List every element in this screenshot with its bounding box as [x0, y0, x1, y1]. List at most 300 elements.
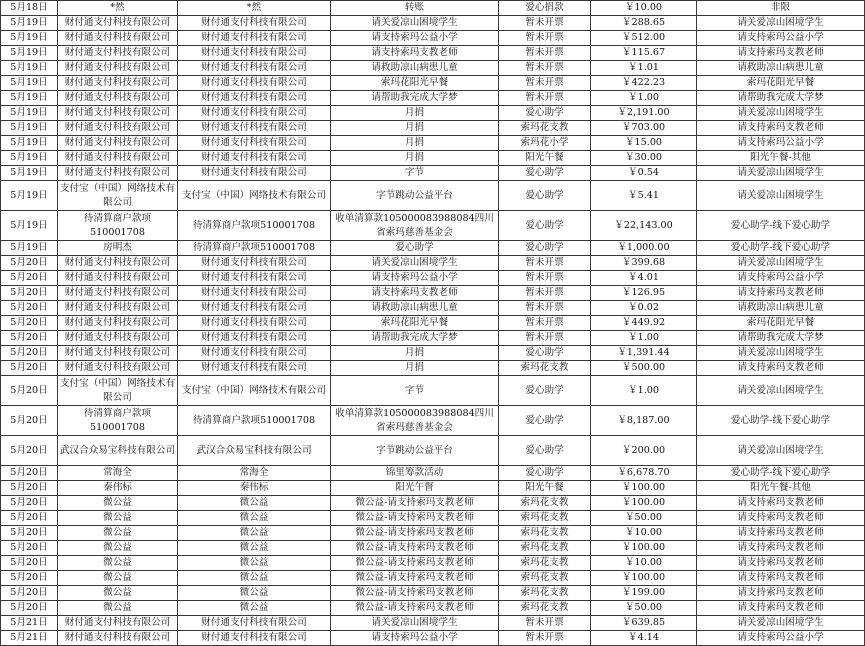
cell-account: 财付通支付科技有限公司 — [178, 16, 331, 31]
cell-payer: 财付通支付科技有限公司 — [58, 16, 178, 31]
cell-account: 财付通支付科技有限公司 — [178, 256, 331, 271]
cell-category: 爱心助学 — [499, 106, 591, 121]
cell-account: 微公益 — [178, 586, 331, 601]
cell-category: 暂未开票 — [499, 46, 591, 61]
cell-payer: 财付通支付科技有限公司 — [58, 151, 178, 166]
cell-amount: ￥50.00 — [591, 601, 697, 616]
cell-date: 5月20日 — [1, 406, 58, 436]
cell-category: 阳光午餐 — [499, 481, 591, 496]
cell-category: 暂未开票 — [499, 271, 591, 286]
cell-memo: 微公益-请支持索玛支教老师 — [331, 601, 499, 616]
cell-date: 5月19日 — [1, 241, 58, 256]
cell-memo: 爱心助学 — [331, 241, 499, 256]
table-row — [1, 511, 865, 526]
cell-restriction: 请关爱凉山困境学生 — [697, 346, 865, 361]
cell-amount: ￥22,143.00 — [591, 211, 697, 241]
cell-account: 待清算商户款项510001708 — [178, 211, 331, 241]
table-row — [1, 631, 865, 646]
cell-payer: 财付通支付科技有限公司 — [58, 271, 178, 286]
cell-amount: ￥1,000.00 — [591, 241, 697, 256]
table-row — [1, 76, 865, 91]
header-payer: *然 — [58, 1, 178, 16]
cell-restriction: 请支持索玛支教老师 — [697, 556, 865, 571]
cell-memo: 请关爱凉山困境学生 — [331, 256, 499, 271]
cell-date: 5月19日 — [1, 106, 58, 121]
cell-date: 5月19日 — [1, 61, 58, 76]
cell-account: 微公益 — [178, 496, 331, 511]
table-row — [1, 376, 865, 406]
cell-category: 爱心助学 — [499, 181, 591, 211]
cell-payer: 财付通支付科技有限公司 — [58, 616, 178, 631]
cell-amount: ￥639.85 — [591, 616, 697, 631]
cell-account: 财付通支付科技有限公司 — [178, 61, 331, 76]
cell-account: 微公益 — [178, 541, 331, 556]
cell-amount: ￥1.01 — [591, 61, 697, 76]
table-row — [1, 271, 865, 286]
cell-amount: ￥4.01 — [591, 271, 697, 286]
cell-memo: 月捐 — [331, 121, 499, 136]
cell-amount: ￥100.00 — [591, 571, 697, 586]
cell-category: 索玛花支教 — [499, 601, 591, 616]
cell-date: 5月20日 — [1, 376, 58, 406]
table-row — [1, 316, 865, 331]
cell-amount: ￥1.00 — [591, 331, 697, 346]
cell-restriction: 请支持索玛公益小学 — [697, 136, 865, 151]
cell-memo: 月捐 — [331, 361, 499, 376]
cell-restriction: 请支持索玛公益小学 — [697, 31, 865, 46]
cell-date: 5月20日 — [1, 541, 58, 556]
cell-restriction: 请关爱凉山困境学生 — [697, 16, 865, 31]
cell-category: 索玛花支教 — [499, 571, 591, 586]
cell-payer: 微公益 — [58, 496, 178, 511]
cell-restriction: 爱心助学-线下爱心助学 — [697, 211, 865, 241]
cell-memo: 微公益-请支持索玛支教老师 — [331, 571, 499, 586]
cell-amount: ￥5.41 — [591, 181, 697, 211]
cell-date: 5月20日 — [1, 601, 58, 616]
cell-account: 财付通支付科技有限公司 — [178, 106, 331, 121]
cell-date: 5月20日 — [1, 466, 58, 481]
cell-amount: ￥199.00 — [591, 586, 697, 601]
cell-category: 爱心助学 — [499, 436, 591, 466]
cell-account: 秦伟标 — [178, 481, 331, 496]
cell-amount: ￥100.00 — [591, 481, 697, 496]
cell-category: 暂未开票 — [499, 301, 591, 316]
header-restriction: 非限 — [697, 1, 865, 16]
cell-restriction: 索玛花阳光早餐 — [697, 76, 865, 91]
cell-category: 阳光午餐 — [499, 151, 591, 166]
table-row — [1, 331, 865, 346]
cell-payer: 财付通支付科技有限公司 — [58, 256, 178, 271]
table-row — [1, 481, 865, 496]
cell-restriction: 请关爱凉山困境学生 — [697, 376, 865, 406]
cell-restriction: 阳光午餐-其他 — [697, 481, 865, 496]
cell-amount: ￥50.00 — [591, 511, 697, 526]
cell-category: 索玛花支教 — [499, 361, 591, 376]
cell-memo: 请帮助我完成大学梦 — [331, 331, 499, 346]
cell-date: 5月20日 — [1, 436, 58, 466]
cell-payer: 财付通支付科技有限公司 — [58, 121, 178, 136]
cell-category: 爱心助学 — [499, 211, 591, 241]
cell-memo: 微公益-请支持索玛支教老师 — [331, 496, 499, 511]
cell-date: 5月20日 — [1, 331, 58, 346]
cell-account: 武汉合众易宝科技有限公司 — [178, 436, 331, 466]
cell-amount: ￥1.00 — [591, 91, 697, 106]
table-row — [1, 346, 865, 361]
table-row — [1, 601, 865, 616]
cell-payer: 财付通支付科技有限公司 — [58, 631, 178, 646]
cell-account: 财付通支付科技有限公司 — [178, 361, 331, 376]
cell-amount: ￥100.00 — [591, 496, 697, 511]
cell-restriction: 阳光午餐-其他 — [697, 151, 865, 166]
cell-account: 财付通支付科技有限公司 — [178, 616, 331, 631]
cell-amount: ￥8,187.00 — [591, 406, 697, 436]
table-row — [1, 286, 865, 301]
cell-account: 财付通支付科技有限公司 — [178, 301, 331, 316]
header-account: *然 — [178, 1, 331, 16]
table-row — [1, 571, 865, 586]
cell-category: 暂未开票 — [499, 91, 591, 106]
cell-category: 爱心助学 — [499, 241, 591, 256]
cell-date: 5月20日 — [1, 586, 58, 601]
cell-account: 支付宝（中国）网络技术有限公司 — [178, 376, 331, 406]
header-row — [1, 1, 865, 16]
cell-memo: 请救助凉山病患儿童 — [331, 301, 499, 316]
cell-date: 5月19日 — [1, 46, 58, 61]
cell-category: 索玛花小学 — [499, 136, 591, 151]
cell-memo: 收单清算款105000083988084四川省索玛慈善基金会 — [331, 406, 499, 436]
cell-payer: 武汉合众易宝科技有限公司 — [58, 436, 178, 466]
cell-memo: 索玛花阳光早餐 — [331, 316, 499, 331]
cell-memo: 微公益-请支持索玛支教老师 — [331, 586, 499, 601]
cell-payer: 财付通支付科技有限公司 — [58, 166, 178, 181]
cell-date: 5月20日 — [1, 301, 58, 316]
table-row — [1, 361, 865, 376]
cell-restriction: 请支持索玛支教老师 — [697, 286, 865, 301]
cell-payer: 微公益 — [58, 571, 178, 586]
cell-memo: 月捐 — [331, 106, 499, 121]
cell-payer: 待清算商户款项510001708 — [58, 406, 178, 436]
cell-category: 爱心助学 — [499, 346, 591, 361]
cell-memo: 请救助凉山病患儿童 — [331, 61, 499, 76]
cell-memo: 收单清算款105000083988084四川省索玛慈善基金会 — [331, 211, 499, 241]
table-row — [1, 16, 865, 31]
cell-memo: 微公益-请支持索玛支教老师 — [331, 556, 499, 571]
cell-memo: 索玛花阳光早餐 — [331, 76, 499, 91]
cell-date: 5月20日 — [1, 361, 58, 376]
cell-category: 暂未开票 — [499, 16, 591, 31]
cell-category: 暂未开票 — [499, 616, 591, 631]
header-date: 5月18日 — [1, 1, 58, 16]
cell-amount: ￥10.00 — [591, 556, 697, 571]
cell-payer: 财付通支付科技有限公司 — [58, 46, 178, 61]
table-row — [1, 91, 865, 106]
table-row — [1, 151, 865, 166]
cell-memo: 请支持索玛支教老师 — [331, 286, 499, 301]
table-row — [1, 301, 865, 316]
header-category: 爱心捐款 — [499, 1, 591, 16]
cell-account: 财付通支付科技有限公司 — [178, 316, 331, 331]
cell-date: 5月20日 — [1, 316, 58, 331]
cell-payer: 财付通支付科技有限公司 — [58, 301, 178, 316]
cell-amount: ￥15.00 — [591, 136, 697, 151]
cell-payer: 房明杰 — [58, 241, 178, 256]
cell-restriction: 请支持索玛公益小学 — [697, 271, 865, 286]
cell-date: 5月19日 — [1, 76, 58, 91]
cell-memo: 阳光午督 — [331, 481, 499, 496]
table-row — [1, 121, 865, 136]
header-memo: 转账 — [331, 1, 499, 16]
header-amount: ￥10.00 — [591, 1, 697, 16]
table-row — [1, 106, 865, 121]
cell-account: 财付通支付科技有限公司 — [178, 46, 331, 61]
cell-account: 微公益 — [178, 526, 331, 541]
cell-payer: 微公益 — [58, 586, 178, 601]
cell-account: 财付通支付科技有限公司 — [178, 286, 331, 301]
cell-memo: 请支持索玛公益小学 — [331, 631, 499, 646]
cell-memo: 月捐 — [331, 346, 499, 361]
cell-date: 5月20日 — [1, 271, 58, 286]
cell-date: 5月20日 — [1, 571, 58, 586]
cell-category: 暂未开票 — [499, 631, 591, 646]
cell-account: 待清算商户款项510001708 — [178, 241, 331, 256]
cell-account: 财付通支付科技有限公司 — [178, 166, 331, 181]
cell-restriction: 请支持索玛支教老师 — [697, 541, 865, 556]
cell-account: 财付通支付科技有限公司 — [178, 31, 331, 46]
cell-date: 5月20日 — [1, 256, 58, 271]
cell-restriction: 索玛花阳光早餐 — [697, 316, 865, 331]
cell-restriction: 请救助凉山病患儿童 — [697, 61, 865, 76]
cell-date: 5月20日 — [1, 286, 58, 301]
cell-restriction: 请关爱凉山困境学生 — [697, 181, 865, 211]
cell-amount: ￥500.00 — [591, 361, 697, 376]
cell-payer: 财付通支付科技有限公司 — [58, 316, 178, 331]
cell-amount: ￥200.00 — [591, 436, 697, 466]
cell-amount: ￥399.68 — [591, 256, 697, 271]
cell-payer: 微公益 — [58, 526, 178, 541]
table-row — [1, 406, 865, 436]
cell-account: 财付通支付科技有限公司 — [178, 136, 331, 151]
cell-date: 5月20日 — [1, 496, 58, 511]
cell-account: 财付通支付科技有限公司 — [178, 151, 331, 166]
table-row — [1, 586, 865, 601]
cell-amount: ￥0.02 — [591, 301, 697, 316]
cell-account: 财付通支付科技有限公司 — [178, 76, 331, 91]
cell-payer: 财付通支付科技有限公司 — [58, 91, 178, 106]
cell-memo: 字节 — [331, 376, 499, 406]
cell-memo: 请支持索玛公益小学 — [331, 271, 499, 286]
cell-date: 5月20日 — [1, 481, 58, 496]
cell-amount: ￥2,191.00 — [591, 106, 697, 121]
cell-category: 索玛花支教 — [499, 556, 591, 571]
cell-category: 爱心助学 — [499, 376, 591, 406]
cell-payer: 支付宝（中国）网络技术有限公司 — [58, 181, 178, 211]
cell-account: 财付通支付科技有限公司 — [178, 346, 331, 361]
table-row — [1, 556, 865, 571]
cell-restriction: 请支持索玛支教老师 — [697, 361, 865, 376]
cell-memo: 微公益-请支持索玛支教老师 — [331, 541, 499, 556]
cell-category: 索玛花支教 — [499, 586, 591, 601]
table-row — [1, 616, 865, 631]
cell-category: 爱心助学 — [499, 466, 591, 481]
cell-memo: 月捐 — [331, 136, 499, 151]
table-row — [1, 241, 865, 256]
cell-category: 暂未开票 — [499, 76, 591, 91]
cell-payer: 财付通支付科技有限公司 — [58, 31, 178, 46]
cell-account: 待清算商户款项510001708 — [178, 406, 331, 436]
cell-payer: 秦伟标 — [58, 481, 178, 496]
table-row — [1, 496, 865, 511]
table-row — [1, 526, 865, 541]
table-row — [1, 211, 865, 241]
cell-payer: 财付通支付科技有限公司 — [58, 136, 178, 151]
ledger-body — [1, 1, 865, 646]
cell-payer: 待清算商户款项510001708 — [58, 211, 178, 241]
cell-category: 暂未开票 — [499, 61, 591, 76]
cell-memo: 字节跳动公益平台 — [331, 181, 499, 211]
cell-restriction: 爱心助学-线下爱心助学 — [697, 406, 865, 436]
cell-date: 5月20日 — [1, 556, 58, 571]
table-row — [1, 466, 865, 481]
cell-restriction: 请关爱凉山困境学生 — [697, 436, 865, 466]
cell-memo: 微公益-请支持索玛支教老师 — [331, 526, 499, 541]
cell-date: 5月19日 — [1, 181, 58, 211]
cell-date: 5月19日 — [1, 121, 58, 136]
cell-memo: 请支持索玛支教老师 — [331, 46, 499, 61]
cell-category: 暂未开票 — [499, 286, 591, 301]
cell-account: 支付宝（中国）网络技术有限公司 — [178, 181, 331, 211]
cell-amount: ￥115.67 — [591, 46, 697, 61]
table-row — [1, 436, 865, 466]
cell-payer: 常海全 — [58, 466, 178, 481]
cell-payer: 微公益 — [58, 541, 178, 556]
cell-account: 财付通支付科技有限公司 — [178, 631, 331, 646]
cell-memo: 请关爱凉山困境学生 — [331, 616, 499, 631]
cell-payer: 财付通支付科技有限公司 — [58, 361, 178, 376]
cell-date: 5月19日 — [1, 136, 58, 151]
cell-category: 索玛花支教 — [499, 496, 591, 511]
cell-restriction: 请关爱凉山困境学生 — [697, 256, 865, 271]
cell-memo: 锦里筹款活动 — [331, 466, 499, 481]
cell-account: 微公益 — [178, 511, 331, 526]
cell-account: 财付通支付科技有限公司 — [178, 91, 331, 106]
cell-amount: ￥126.95 — [591, 286, 697, 301]
cell-restriction: 请支持索玛支教老师 — [697, 601, 865, 616]
cell-category: 暂未开票 — [499, 256, 591, 271]
cell-account: 财付通支付科技有限公司 — [178, 331, 331, 346]
cell-amount: ￥422.23 — [591, 76, 697, 91]
table-row — [1, 166, 865, 181]
cell-date: 5月19日 — [1, 166, 58, 181]
cell-account: 微公益 — [178, 601, 331, 616]
cell-restriction: 请关爱凉山困境学生 — [697, 106, 865, 121]
cell-amount: ￥703.00 — [591, 121, 697, 136]
cell-restriction: 请支持索玛公益小学 — [697, 631, 865, 646]
table-row — [1, 46, 865, 61]
cell-amount: ￥6,678.70 — [591, 466, 697, 481]
cell-date: 5月19日 — [1, 16, 58, 31]
cell-account: 微公益 — [178, 556, 331, 571]
cell-amount: ￥100.00 — [591, 541, 697, 556]
table-row — [1, 61, 865, 76]
cell-category: 索玛花支教 — [499, 121, 591, 136]
cell-restriction: 爱心助学-线下爱心助学 — [697, 466, 865, 481]
cell-restriction: 请支持索玛支教老师 — [697, 526, 865, 541]
cell-restriction: 请支持索玛支教老师 — [697, 571, 865, 586]
cell-amount: ￥512.00 — [591, 31, 697, 46]
cell-date: 5月19日 — [1, 151, 58, 166]
cell-memo: 微公益-请支持索玛支教老师 — [331, 511, 499, 526]
cell-restriction: 请支持索玛支教老师 — [697, 496, 865, 511]
table-row — [1, 541, 865, 556]
cell-amount: ￥30.00 — [591, 151, 697, 166]
cell-date: 5月20日 — [1, 526, 58, 541]
cell-amount: ￥288.65 — [591, 16, 697, 31]
cell-restriction: 请关爱凉山困境学生 — [697, 166, 865, 181]
cell-memo: 字节 — [331, 166, 499, 181]
cell-payer: 财付通支付科技有限公司 — [58, 61, 178, 76]
cell-restriction: 请支持索玛支教老师 — [697, 46, 865, 61]
cell-restriction: 爱心助学-线下爱心助学 — [697, 241, 865, 256]
cell-restriction: 请关爱凉山困境学生 — [697, 616, 865, 631]
cell-restriction: 请支持索玛支教老师 — [697, 586, 865, 601]
cell-memo: 请关爱凉山困境学生 — [331, 16, 499, 31]
cell-restriction: 请支持索玛支教老师 — [697, 511, 865, 526]
cell-memo: 字节跳动公益平台 — [331, 436, 499, 466]
table-row — [1, 181, 865, 211]
cell-memo: 月捐 — [331, 151, 499, 166]
cell-category: 暂未开票 — [499, 331, 591, 346]
cell-category: 索玛花支教 — [499, 526, 591, 541]
cell-payer: 微公益 — [58, 511, 178, 526]
cell-payer: 微公益 — [58, 556, 178, 571]
cell-category: 索玛花支教 — [499, 541, 591, 556]
cell-category: 暂未开票 — [499, 316, 591, 331]
cell-payer: 支付宝（中国）网络技术有限公司 — [58, 376, 178, 406]
cell-category: 爱心助学 — [499, 166, 591, 181]
cell-date: 5月19日 — [1, 91, 58, 106]
cell-date: 5月19日 — [1, 31, 58, 46]
cell-payer: 财付通支付科技有限公司 — [58, 331, 178, 346]
cell-amount: ￥10.00 — [591, 526, 697, 541]
cell-restriction: 请帮助我完成大学梦 — [697, 91, 865, 106]
cell-restriction: 请救助凉山病患儿童 — [697, 301, 865, 316]
cell-restriction: 请支持索玛支教老师 — [697, 121, 865, 136]
cell-restriction: 请帮助我完成大学梦 — [697, 331, 865, 346]
cell-category: 爱心助学 — [499, 406, 591, 436]
cell-date: 5月20日 — [1, 511, 58, 526]
cell-account: 微公益 — [178, 571, 331, 586]
cell-payer: 财付通支付科技有限公司 — [58, 346, 178, 361]
cell-date: 5月20日 — [1, 346, 58, 361]
table-row — [1, 136, 865, 151]
cell-payer: 财付通支付科技有限公司 — [58, 286, 178, 301]
cell-account: 财付通支付科技有限公司 — [178, 121, 331, 136]
cell-date: 5月21日 — [1, 631, 58, 646]
cell-category: 暂未开票 — [499, 31, 591, 46]
cell-amount: ￥1,391.44 — [591, 346, 697, 361]
cell-account: 财付通支付科技有限公司 — [178, 271, 331, 286]
cell-amount: ￥0.54 — [591, 166, 697, 181]
table-row — [1, 31, 865, 46]
cell-payer: 微公益 — [58, 601, 178, 616]
cell-payer: 财付通支付科技有限公司 — [58, 76, 178, 91]
cell-amount: ￥4.14 — [591, 631, 697, 646]
cell-date: 5月19日 — [1, 211, 58, 241]
cell-payer: 财付通支付科技有限公司 — [58, 106, 178, 121]
cell-memo: 请帮助我完成大学梦 — [331, 91, 499, 106]
cell-date: 5月21日 — [1, 616, 58, 631]
cell-amount: ￥449.92 — [591, 316, 697, 331]
